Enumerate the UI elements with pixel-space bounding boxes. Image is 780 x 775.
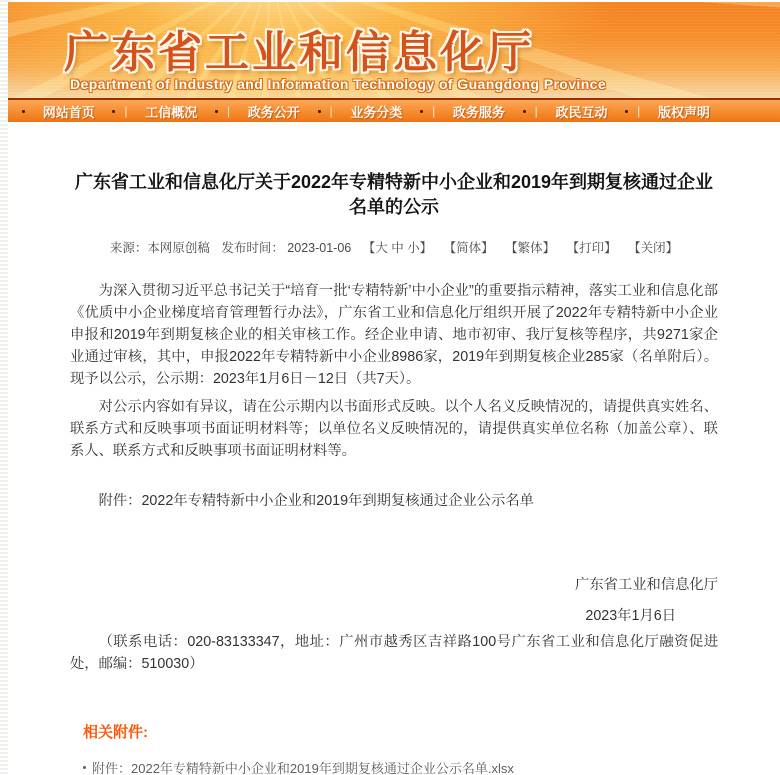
signature-org: 广东省工业和信息化厅 [575,577,718,593]
nav-item-interaction[interactable]: 政民互动 [555,104,608,120]
bullet-icon [22,110,25,113]
nav-item-copyright[interactable]: 版权声明 [657,104,710,120]
meta-publish-time: 发布时间： 2023-01-06 [221,241,352,255]
site-subtitle-english: Department of Industry and Information Technology of Guangdong Province [70,76,607,92]
main-container [8,0,780,775]
nav-item-home[interactable]: 网站首页 [42,104,95,120]
article-content [8,170,780,775]
print-button[interactable]: 【打印】 [566,241,617,255]
nav-item-business-category[interactable]: 业务分类 [350,104,403,120]
traditional-chinese-button[interactable]: 【繁体】 [505,241,556,255]
nav-item-overview[interactable]: 工信概况 [145,104,198,120]
nav-separator: | [420,105,435,117]
nav-item-gov-services[interactable]: 政务服务 [452,104,505,120]
bullet-icon [83,766,86,769]
site-banner [8,2,780,98]
close-button[interactable]: 【关闭】 [628,241,679,255]
main-nav [8,98,780,122]
signature-date: 2023年1月6日 [585,608,676,624]
simplified-chinese-button[interactable]: 【简体】 [443,241,494,255]
article-paragraph-2: 对公示内容如有异议，请在公示期内以书面形式反映。以个人名义反映情况的，请提供真实姓名、联系方式和反映事项书面证明材料等；以单位名义反映情况的，请提供真实单位名称（加盖公章）、联系人、联系方式和反映事项书面证明材料等。 [70,399,718,459]
bullet-icon [318,110,321,113]
attachment-link-label: 附件：2022年专精特新中小企业和2019年到期复核通过企业公示名单.xlsx [92,761,514,775]
article-body [70,280,718,512]
contact-info: （联系电话：020-83133347，地址：广州市越秀区吉祥路100号广东省工业和信息化厅融资促进处，邮编：510030） [70,634,718,672]
bullet-icon [420,110,423,113]
attachment-link[interactable] [83,758,718,775]
nav-item-gov-disclosure[interactable]: 政务公开 [247,104,300,120]
attachment-ref-line: 附件：2022年专精特新中小企业和2019年到期复核通过企业公示名单 [98,493,534,509]
nav-separator: | [318,105,333,117]
font-size-control[interactable]: 【大 中 小】 [362,241,433,255]
nav-separator: | [215,105,230,117]
article-meta [8,238,780,256]
site-title: 广东省工业和信息化厅 [64,28,534,77]
bullet-icon [215,110,218,113]
bullet-icon [625,110,628,113]
related-attachments-section [83,721,718,775]
related-attachments-title: 相关附件: [83,724,148,741]
nav-separator: | [523,105,538,117]
article-paragraph-1: 为深入贯彻习近平总书记关于“培育一批‘专精特新’中小企业”的重要指示精神，落实工业和信息化部《优质中小企业梯度培育管理暂行办法》，广东省工业和信息化厅组织开展了2022年专精特新中小企业申报和2019年到期复核企业的相关审核工作。经企业申请、地市初审、我厅复核等程序，共9271家企业通过审核，其中，申报2022年专精特新中小企业8986家，2019年到期复核企业285家（名单附后）。现予以公示，公示期：2023年1月6日－12日（共7天）。 [70,283,718,387]
bullet-icon [523,110,526,113]
meta-source: 来源：本网原创稿 [109,241,210,255]
nav-separator: | [112,105,127,117]
nav-separator: | [625,105,640,117]
article-title: 广东省工业和信息化厅关于2022年专精特新中小企业和2019年到期复核通过企业名单的公示 [74,172,714,217]
bullet-icon [112,110,115,113]
